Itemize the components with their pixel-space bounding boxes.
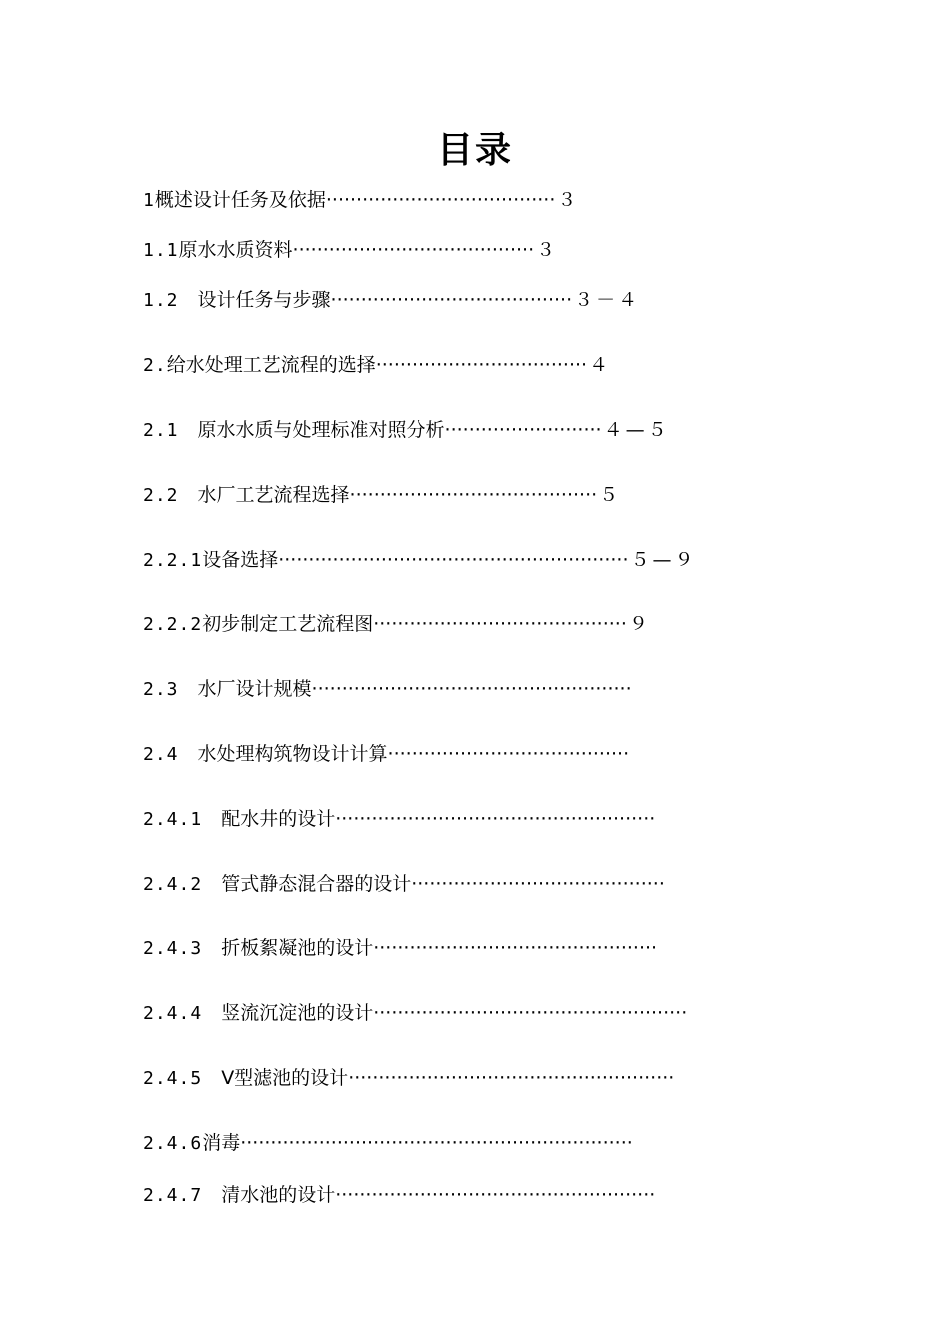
toc-entry-number: 2. bbox=[143, 355, 167, 376]
toc-entry bbox=[143, 934, 659, 962]
toc-entry-leader: ·········································· bbox=[373, 613, 627, 635]
toc-entry-number: 2.2.2 bbox=[143, 614, 203, 635]
toc-entry-number: 2.4.2 bbox=[143, 874, 222, 895]
toc-entry bbox=[143, 546, 697, 574]
toc-entry-number: 1.1 bbox=[143, 240, 179, 261]
toc-entry-leader: ········································ bbox=[292, 239, 535, 261]
toc-entry bbox=[143, 236, 558, 264]
toc-entry bbox=[143, 805, 657, 833]
toc-entry-leader: ·········································· bbox=[411, 873, 665, 895]
toc-entry-page: ３－４ bbox=[574, 289, 641, 311]
toc-entry-title: 折板絮凝池的设计 bbox=[221, 937, 374, 959]
toc-entry bbox=[143, 481, 621, 509]
toc-entry-number: 1 bbox=[143, 190, 155, 211]
toc-entry-leader: ····················································· bbox=[335, 1184, 656, 1206]
toc-entry-page: ４ bbox=[589, 354, 612, 376]
toc-entry bbox=[143, 1129, 635, 1157]
toc-entry-number: 2.4.5 bbox=[143, 1068, 222, 1089]
toc-entry bbox=[143, 999, 689, 1027]
toc-entry-number: 2.4.6 bbox=[143, 1133, 203, 1154]
toc-entry-number: 2.1 bbox=[143, 420, 198, 441]
toc-entry bbox=[143, 1181, 657, 1209]
toc-entry-number: 2.3 bbox=[143, 679, 198, 700]
toc-entry-number: 1.2 bbox=[143, 290, 198, 311]
toc-entry-page: ５ bbox=[599, 484, 622, 506]
toc-entry bbox=[143, 1064, 676, 1092]
toc-entry-number: 2.4 bbox=[143, 744, 198, 765]
toc-entry-number: 2.2 bbox=[143, 485, 198, 506]
toc-entry-title: 初步制定工艺流程图 bbox=[202, 613, 374, 635]
toc-entry-title: 竖流沉淀池的设计 bbox=[221, 1002, 374, 1024]
toc-entry-number: 2.2.1 bbox=[143, 550, 203, 571]
toc-entry-number: 2.4.7 bbox=[143, 1185, 222, 1206]
toc-entry-leader: ··············································· bbox=[373, 937, 658, 959]
toc-entry-page: ５—９ bbox=[630, 549, 697, 571]
toc-entry-title: 配水井的设计 bbox=[221, 808, 336, 830]
toc-entry bbox=[143, 286, 640, 314]
toc-entry-leader: ········································ bbox=[330, 289, 573, 311]
toc-entry-title: 消毒 bbox=[202, 1132, 241, 1154]
toc-entry bbox=[143, 675, 634, 703]
toc-entry-leader: ································································· bbox=[240, 1132, 633, 1154]
toc-entry-page: ９ bbox=[628, 613, 651, 635]
toc-entry-leader: ····················································· bbox=[335, 808, 656, 830]
toc-entry-title: 设计任务与步骤 bbox=[197, 289, 331, 311]
toc-entry-title: 设备选择 bbox=[202, 549, 279, 571]
toc-entry-title: 水厂工艺流程选择 bbox=[197, 484, 350, 506]
toc-entry bbox=[143, 186, 579, 214]
toc-entry-number: 2.4.3 bbox=[143, 938, 222, 959]
toc-entry-title: 管式静态混合器的设计 bbox=[221, 873, 412, 895]
toc-entry-leader: ······································ bbox=[325, 189, 556, 211]
toc-entry-title: 清水池的设计 bbox=[221, 1184, 336, 1206]
toc-entry-page: ３ bbox=[557, 189, 580, 211]
toc-entry bbox=[143, 870, 667, 898]
toc-entry bbox=[143, 416, 670, 444]
toc-entry-title: 给水处理工艺流程的选择 bbox=[166, 354, 376, 376]
toc-entry-leader: ···················································· bbox=[373, 1002, 688, 1024]
toc-entry bbox=[143, 740, 631, 768]
toc-entry-title: 原水水质资料 bbox=[178, 239, 293, 261]
toc-entry-leader: ····················································· bbox=[311, 678, 632, 700]
toc-entry-leader: ······················································ bbox=[348, 1067, 675, 1089]
toc-entry-page: ３ bbox=[536, 239, 559, 261]
toc-entry-title: 水处理构筑物设计计算 bbox=[197, 743, 388, 765]
toc-entry-leader: ········································ bbox=[387, 743, 630, 765]
toc-entry-leader: ·························································· bbox=[278, 549, 629, 571]
toc-entry-page: ４—５ bbox=[603, 419, 670, 441]
toc-entry-title: 概述设计任务及依据 bbox=[154, 189, 326, 211]
toc-entry-title: 原水水质与处理标准对照分析 bbox=[197, 419, 445, 441]
toc-entry-title: V型滤池的设计 bbox=[221, 1067, 349, 1089]
page-title: 目录 bbox=[436, 130, 513, 171]
toc-entry-title: 水厂设计规模 bbox=[197, 678, 312, 700]
toc-entry-leader: ·························· bbox=[444, 419, 602, 441]
toc-entry-number: 2.4.4 bbox=[143, 1003, 222, 1024]
toc-entry bbox=[143, 351, 611, 379]
toc-entry-leader: ········································· bbox=[349, 484, 598, 506]
toc-entry-leader: ··································· bbox=[375, 354, 588, 376]
toc-entry bbox=[143, 610, 651, 638]
toc-entry-number: 2.4.1 bbox=[143, 809, 222, 830]
